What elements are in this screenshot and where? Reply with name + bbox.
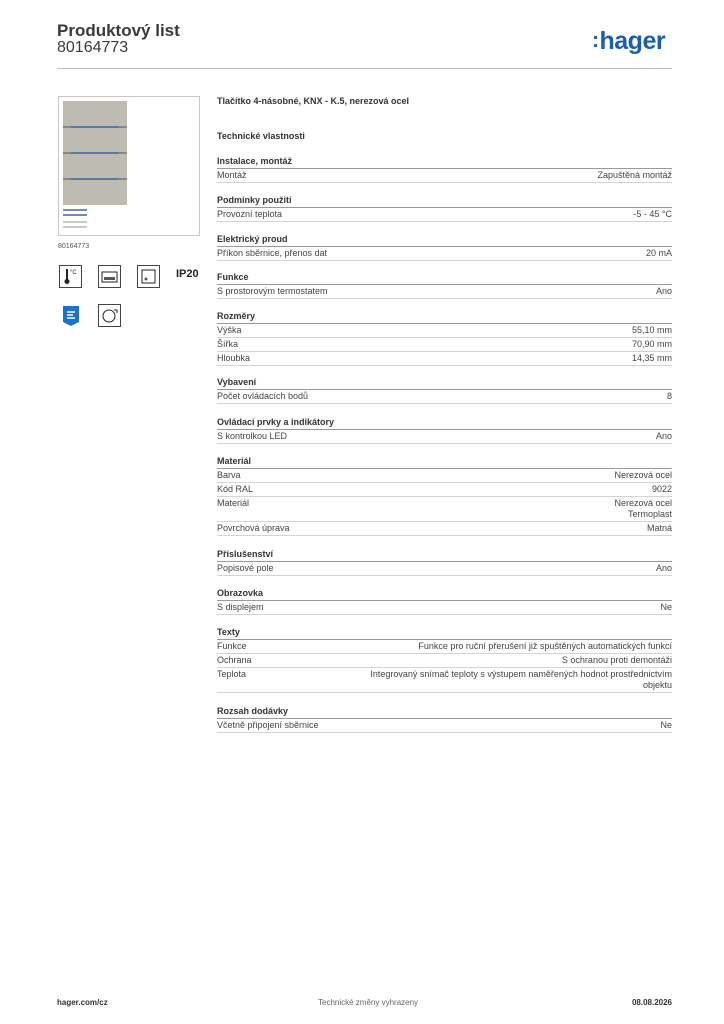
spec-section [217, 455, 672, 536]
spec-label: Materiál [217, 498, 250, 508]
spec-row [217, 654, 672, 668]
spec-label: Ochrana [217, 655, 252, 665]
spec-value: 20 mA [645, 248, 672, 258]
section-title: Rozsah dodávky [217, 705, 672, 719]
thumbnail-line [63, 209, 87, 211]
spec-row [217, 247, 672, 261]
spec-row [217, 640, 672, 654]
thumbnail-line [63, 214, 87, 216]
spec-label: Včetně připojení sběrnice [217, 720, 319, 730]
spec-row [217, 668, 672, 693]
spec-value: -5 - 45 °C [633, 209, 672, 219]
footer-disclaimer: Technické změny vyhrazeny [318, 998, 419, 1007]
section-title: Texty [217, 626, 672, 640]
thumbnail-line [63, 221, 87, 223]
spec-value: Nerezová ocel Termoplast [614, 498, 672, 519]
spec-section [217, 155, 672, 183]
spec-row [217, 208, 672, 222]
spec-section [217, 705, 672, 733]
spec-value: Ano [655, 286, 672, 296]
section-title: Instalace, montáž [217, 155, 672, 169]
switch-plate [63, 101, 127, 205]
image-caption: 80164773 [58, 243, 90, 250]
spec-label: Šířka [217, 339, 239, 349]
spec-value: Nerezová ocel [614, 470, 672, 480]
header-divider [57, 68, 672, 69]
spec-label: Barva [217, 470, 241, 480]
spec-label: Počet ovládacích bodů [217, 391, 309, 401]
section-title: Rozměry [217, 310, 672, 324]
spec-row [217, 338, 672, 352]
spec-section [217, 416, 672, 444]
product-name: Tlačítko 4-násobné, KNX - K.5, nerezová ocel [217, 96, 410, 106]
spec-row [217, 483, 672, 497]
hager-logo[interactable] [592, 27, 665, 56]
thumbnail-line [63, 226, 87, 228]
spec-row [217, 324, 672, 338]
spec-value: 70,90 mm [631, 339, 672, 349]
footer-date: 08.08.2026 [631, 998, 672, 1007]
spec-value: Ano [655, 563, 672, 573]
spec-row [217, 522, 672, 536]
product-image [58, 96, 200, 236]
knx-easy-icon [59, 304, 82, 327]
room-sensor-icon [137, 265, 160, 288]
logo-colon: : [592, 29, 599, 52]
spec-section [217, 626, 672, 693]
spec-label: Hloubka [217, 353, 251, 363]
spec-row [217, 285, 672, 299]
section-title: Materiál [217, 455, 672, 469]
section-title: Obrazovka [217, 587, 672, 601]
spec-value: Zapuštěná montáž [597, 170, 672, 180]
section-title: Vybavení [217, 376, 672, 390]
section-title: Elektrický proud [217, 233, 672, 247]
spec-section [217, 376, 672, 404]
spec-value: Integrovaný snímač teploty s výstupem naměřených hodnot prostřednictvím objektu [370, 669, 672, 690]
spec-value: 9022 [651, 484, 672, 494]
ip-rating: IP20 [176, 268, 199, 280]
spec-section [217, 233, 672, 261]
spec-value: Ne [660, 602, 672, 612]
spec-section [217, 194, 672, 222]
section-title: Příslušenství [217, 548, 672, 562]
product-code: 80164773 [57, 39, 129, 56]
spec-section [217, 271, 672, 299]
section-title: Ovládací prvky a indikátory [217, 416, 672, 430]
display-device-icon [98, 265, 121, 288]
spec-value: Matná [646, 523, 672, 533]
spec-label: Příkon sběrnice, přenos dat [217, 248, 328, 258]
spec-section [217, 587, 672, 615]
spec-value: S ochranou proti demontáži [561, 655, 672, 665]
logo-text: hager [599, 27, 666, 55]
spec-label: Funkce [217, 641, 247, 651]
spec-row [217, 601, 672, 615]
spec-row [217, 430, 672, 444]
spec-row [217, 469, 672, 483]
spec-value: Ano [655, 431, 672, 441]
spec-value: 8 [666, 391, 672, 401]
spec-label: Výška [217, 325, 242, 335]
thermometer-celsius-icon [59, 265, 82, 288]
spec-label: Montáž [217, 170, 247, 180]
spec-label: Provozní teplota [217, 209, 283, 219]
spec-row [217, 169, 672, 183]
plate-separator [63, 178, 127, 180]
spec-section [217, 310, 672, 366]
spec-row [217, 497, 672, 522]
spec-label: S displejem [217, 602, 264, 612]
celsius-label: °C [70, 270, 77, 276]
spec-label: Popisové pole [217, 563, 274, 573]
spec-row [217, 390, 672, 404]
spec-row [217, 562, 672, 576]
spec-label: S prostorovým termostatem [217, 286, 328, 296]
spec-value: Funkce pro ruční přerušení již spuštěných automatických funkcí [418, 641, 672, 651]
spec-row [217, 719, 672, 733]
spec-value: Ne [660, 720, 672, 730]
section-title: Podmínky použití [217, 194, 672, 208]
plate-separator [63, 126, 127, 128]
section-title: Funkce [217, 271, 672, 285]
spec-value: 55,10 mm [631, 325, 672, 335]
spec-section [217, 548, 672, 576]
spec-label: Teplota [217, 669, 247, 679]
plate-separator [63, 152, 127, 154]
spec-value: 14,35 mm [631, 353, 672, 363]
page-title: Produktový list [57, 21, 180, 40]
technical-properties-heading: Technické vlastnosti [217, 131, 305, 141]
spec-label: Povrchová úprava [217, 523, 290, 533]
spec-label: S kontrolkou LED [217, 431, 288, 441]
footer-website[interactable]: hager.com/cz [57, 998, 108, 1007]
rotating-circle-icon [98, 304, 121, 327]
spec-label: Kód RAL [217, 484, 254, 494]
spec-row [217, 352, 672, 366]
